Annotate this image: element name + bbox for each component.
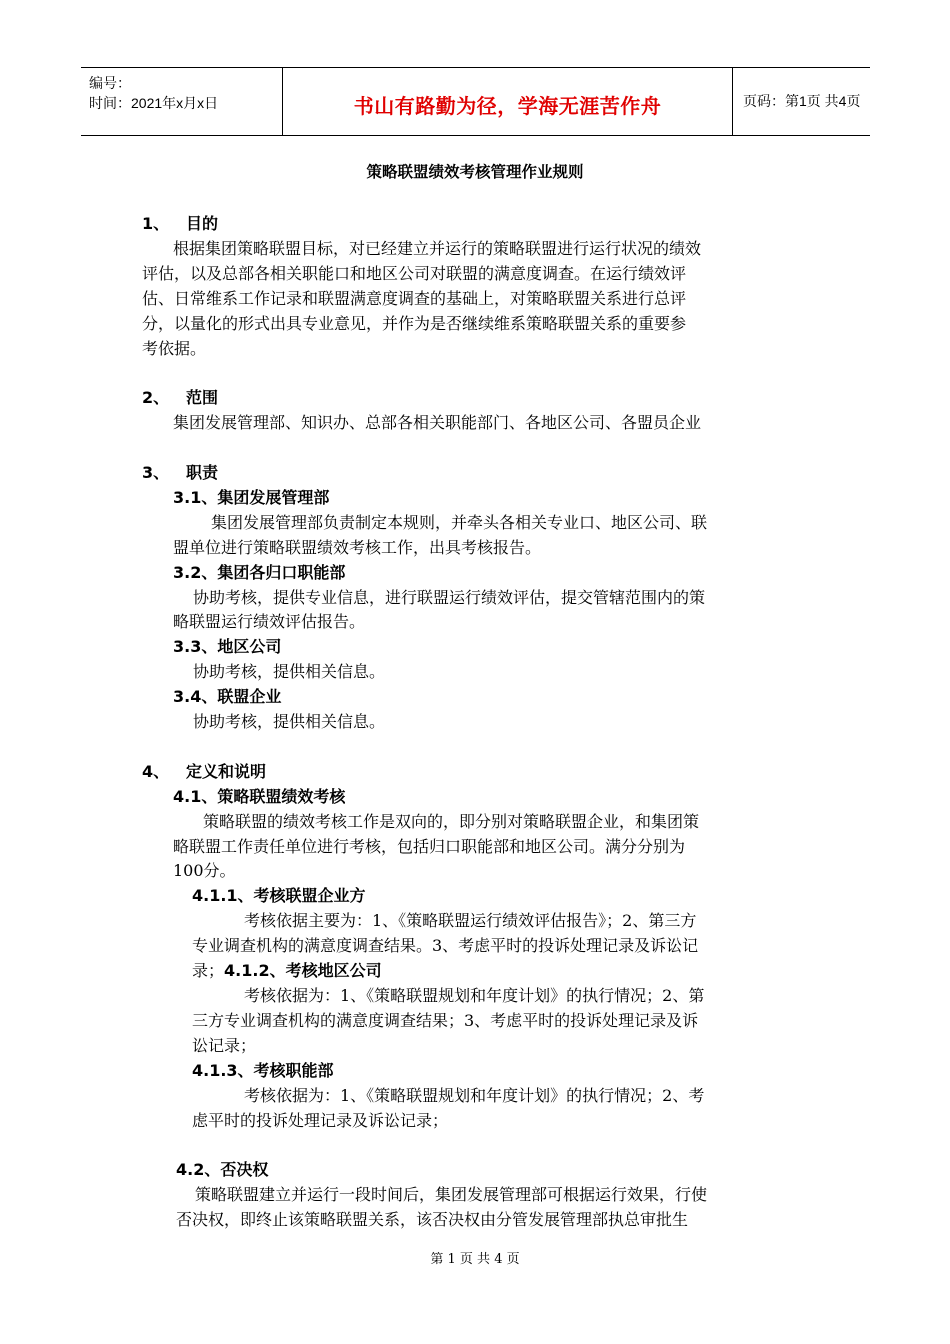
header-meta [81,68,282,135]
section-4-2-heading: 4.2、否决权 [176,1160,269,1179]
section-2-number: 2、 [142,388,170,407]
section-4-1-3-line: 虑平时的投诉处理记录及诉讼记录； [192,1111,449,1130]
section-3-2-heading: 3.2、集团各归口职能部 [173,563,346,582]
section-2-title: 范围 [186,388,219,407]
section-1-heading [142,211,218,234]
section-4-2-line: 策略联盟建立并运行一段时间后，集团发展管理部可根据运行效果，行使 [195,1185,708,1204]
section-4-1-1-tail-line [192,958,382,981]
section-3-heading [142,460,218,483]
section-4-title: 定义和说明 [186,762,267,781]
doc-number-label: 编号： [89,75,131,91]
section-1-line: 估、日常维系工作记录和联盟满意度调查的基础上，对策略联盟关系进行总评 [142,289,687,308]
section-1-title: 目的 [186,214,219,233]
section-3-2-line: 略联盟运行绩效评估报告。 [173,612,366,631]
section-3-1-heading: 3.1、集团发展管理部 [173,488,330,507]
section-3-1-line: 盟单位进行策略联盟绩效考核工作，出具考核报告。 [173,538,542,557]
section-4-1-line: 策略联盟的绩效考核工作是双向的，即分别对策略联盟企业，和集团策 [203,812,700,831]
section-3-3-line: 协助考核，提供相关信息。 [193,662,386,681]
section-3-number: 3、 [142,463,170,482]
section-4-number: 4、 [142,762,170,781]
header-page-code: 页码：第1页 共4页 [743,93,861,109]
section-3-4-heading: 3.4、联盟企业 [173,687,282,706]
section-4-1-1-heading: 4.1.1、考核联盟企业方 [192,886,366,905]
section-4-1-heading: 4.1、策略联盟绩效考核 [173,787,346,806]
section-4-1-3-line: 考核依据为：1、《策略联盟规划和年度计划》的执行情况；2、考 [244,1086,705,1105]
section-4-1-2-line: 讼记录； [192,1036,257,1055]
header-motto-cell [282,68,733,135]
section-3-title: 职责 [186,463,219,482]
section-3-2-line: 协助考核，提供专业信息，进行联盟运行绩效评估，提交管辖范围内的策 [193,588,706,607]
section-4-1-2-line: 三方专业调查机构的满意度调查结果；3、考虑平时的投诉处理记录及诉 [192,1011,699,1030]
section-1-line: 分，以量化的形式出具专业意见，并作为是否继续维系策略联盟关系的重要参 [142,314,687,333]
section-3-1-line: 集团发展管理部负责制定本规则，并牵头各相关专业口、地区公司、联 [211,513,708,532]
page-header [81,67,870,136]
section-4-heading [142,759,266,782]
section-4-1-line: 100分。 [173,861,236,880]
section-1-number: 1、 [142,214,170,233]
section-1-line: 根据集团策略联盟目标，对已经建立并运行的策略联盟进行运行状况的绩效 [173,239,702,258]
section-4-1-1-line: 专业调查机构的满意度调查结果。3、考虑平时的投诉处理记录及诉讼记 [192,936,699,955]
doc-time-label: 时间：2021年x月x日 [89,95,219,111]
section-4-1-2-heading: 4.1.2、考核地区公司 [224,961,382,980]
section-2-line: 集团发展管理部、知识办、总部各相关职能部门、各地区公司、各盟员企业 [173,413,702,432]
document-title: 策略联盟绩效考核管理作业规则 [366,163,584,181]
section-1-line: 考依据。 [142,339,207,358]
section-4-1-2-line: 考核依据为：1、《策略联盟规划和年度计划》的执行情况；2、第 [244,986,705,1005]
section-4-2-line: 否决权，即终止该策略联盟关系，该否决权由分管发展管理部执总审批生 [176,1210,689,1229]
section-4-1-line: 略联盟工作责任单位进行考核，包括归口职能部和地区公司。满分分别为 [173,837,686,856]
section-3-3-heading: 3.3、地区公司 [173,637,282,656]
section-4-1-1-tail: 录； [192,961,225,980]
page-footer: 第 1 页 共 4 页 [430,1252,520,1267]
section-4-1-3-heading: 4.1.3、考核职能部 [192,1061,334,1080]
section-2-heading [142,385,218,408]
header-motto: 书山有路勤为径，学海无涯苦作舟 [353,94,662,118]
section-1-line: 评估，以及总部各相关职能口和地区公司对联盟的满意度调查。在运行绩效评 [142,264,687,283]
section-3-4-line: 协助考核，提供相关信息。 [193,712,386,731]
section-4-1-1-line: 考核依据主要为：1、《策略联盟运行绩效评估报告》；2、第三方 [244,911,697,930]
